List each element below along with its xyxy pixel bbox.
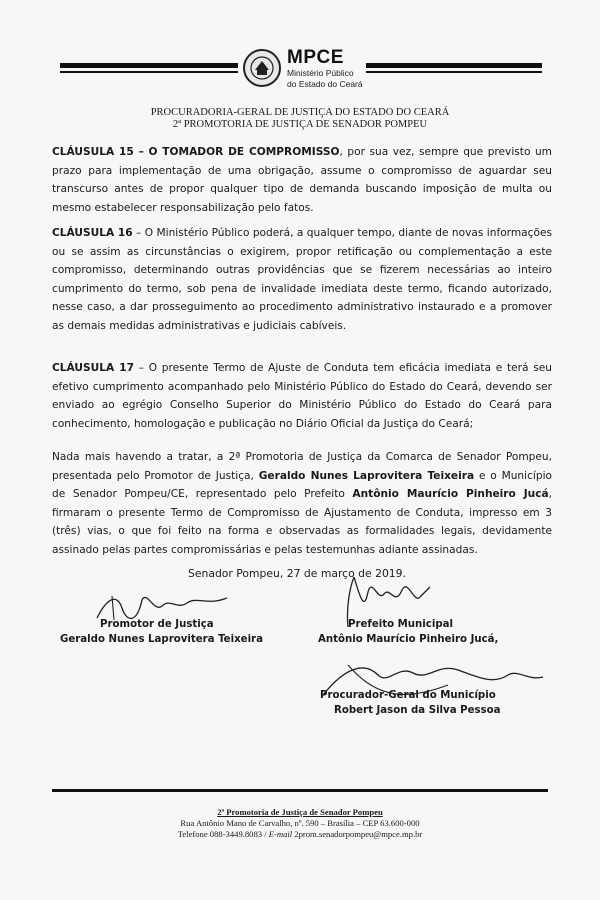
clause-15 <box>52 143 552 217</box>
closing-paragraph <box>52 448 552 560</box>
footer-title: 2ª Promotoria de Justiça de Senador Pompeu <box>217 807 383 817</box>
mpce-logo <box>243 48 363 88</box>
footer <box>0 807 600 840</box>
logo-subtitle-2: do Estado do Ceará <box>287 78 363 89</box>
closing-part-3: , firmaram o presente Termo de Compromisso de Ajustamento de Conduta, impresso em 3 (três) vias, o que foi feito na forma e observadas as formalidades legais, devidamente assinado pelas partes compromissárias e pelas testemunhas adiante assinadas. <box>52 488 552 556</box>
promotor-signature <box>60 617 263 647</box>
org-line-2: 2ª PROMOTORIA DE JUSTIÇA DE SENADOR POMPEU <box>172 119 428 130</box>
footer-email-label: E-mail <box>268 829 293 839</box>
closing-promotor-name: Geraldo Nunes Laprovitera Teixeira <box>258 469 475 482</box>
footer-phone: Telefone 088-3449.8083 / <box>177 829 269 839</box>
footer-rule <box>52 789 548 792</box>
clause-17 <box>52 359 552 433</box>
clause-15-heading: CLÁUSULA 15 – <box>52 146 144 158</box>
procurador-title: Procurador-Geral do Município <box>320 690 496 701</box>
header-rule-left <box>60 63 238 68</box>
footer-address: Rua Antônio Mano de Carvalho, nº. 590 – Brasília – CEP 63.600-000 <box>180 818 420 828</box>
seal-icon <box>243 49 281 87</box>
footer-contact <box>0 829 600 840</box>
prefeito-name: Antônio Maurício Pinheiro Jucá, <box>318 634 499 645</box>
header-rule-right <box>366 63 542 68</box>
logo-name: MPCE <box>287 47 344 68</box>
logo-subtitle-1: Ministério Público <box>287 68 354 78</box>
closing-part-1: Nada mais havendo a tratar, a 2ª Promotoria de Justiça da Comarca de Senador Pompeu, presentada pelo Promotor de Justiça, <box>52 451 552 482</box>
clause-16-text: – O Ministério Público poderá, a qualquer tempo, diante de novas informações ou se assim as circunstâncias o exigirem, propor retificação ou complementação a este compromisso, determinando outras providências que se fizerem necessárias ao inteiro cumprimento do termo, sob pena de invalidade imediata deste termo, ficando autorizado, nesse caso, a dar prosseguimento ao procedimento administrativo instaurado e a promover as demais medidas administrativas e judiciais cabíveis. <box>52 227 552 332</box>
procurador-signature <box>320 688 501 718</box>
promotor-title: Promotor de Justiça <box>100 619 214 630</box>
clause-16 <box>52 224 552 336</box>
procurador-name: Robert Jason da Silva Pessoa <box>334 705 501 716</box>
date-line: Senador Pompeu, 27 de março de 2019. <box>188 567 406 580</box>
promotor-name: Geraldo Nunes Laprovitera Teixeira <box>60 634 263 645</box>
footer-email: 2prom.senadorpompeu@mpce.mp.br <box>292 829 423 839</box>
clause-17-text: – O presente Termo de Ajuste de Conduta tem eficácia imediata e terá seu efetivo cumprimento acompanhado pelo Ministério Público do Estado do Ceará, devendo ser enviado ao egrégio Conselho Superior do Ministério Público do Estado do Ceará para conhecimento, homologação e publicação no Diário Oficial da Justiça do Ceará; <box>52 362 552 430</box>
clause-15-party: O TOMADOR DE COMPROMISSO <box>148 146 340 158</box>
clause-15-text: , por sua vez, sempre que previsto um prazo para implementação de uma obrigação, assume o compromisso de aguardar seu transcurso antes de propor qualquer tipo de demanda buscando imposição de multa ou mesmo estabelecer responsabilização pelo fatos. <box>52 146 552 214</box>
closing-prefeito-name: Antônio Maurício Pinheiro Jucá <box>352 488 549 501</box>
clause-17-heading: CLÁUSULA 17 <box>52 362 134 374</box>
header-rule-left-thin <box>60 71 238 73</box>
prefeito-signature <box>318 617 498 647</box>
clause-16-heading: CLÁUSULA 16 <box>52 227 133 239</box>
org-line-1: PROCURADORIA-GERAL DE JUSTIÇA DO ESTADO DO CEARÁ <box>150 107 450 118</box>
closing-part-2: e o Município de Senador Pompeu/CE, representado pelo Prefeito <box>52 469 553 501</box>
prefeito-title: Prefeito Municipal <box>348 619 453 630</box>
header-rule-right-thin <box>366 71 542 73</box>
organization-heading <box>0 107 600 131</box>
